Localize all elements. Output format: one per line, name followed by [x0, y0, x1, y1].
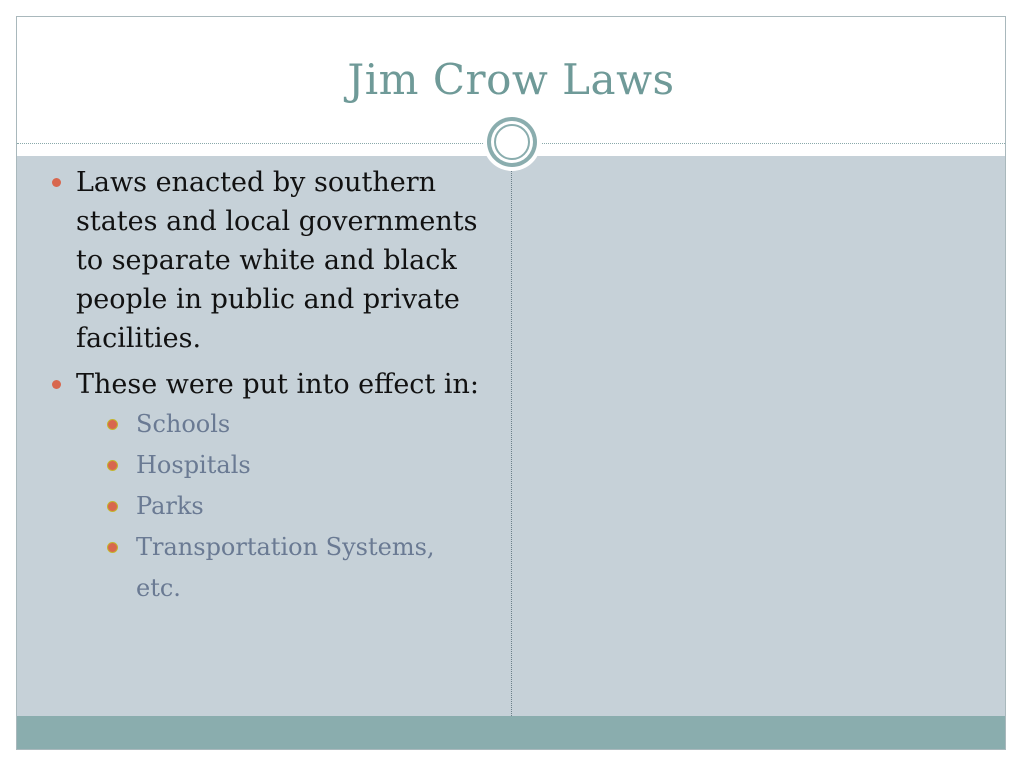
- sub-bullet-list: [76, 404, 487, 609]
- sub-bullet-item[interactable]: [76, 404, 487, 445]
- bullet-text: Laws enacted by southern states and local governments to separate white and black people in public and private facilities.: [76, 167, 478, 354]
- bullet-item[interactable]: [47, 163, 487, 358]
- bullet-dot-icon: [52, 380, 61, 389]
- bullet-text: These were put into effect in:: [76, 369, 479, 400]
- sub-bullet-text: Schools: [136, 410, 231, 438]
- sub-bullet-text: Transportation Systems, etc.: [136, 533, 435, 602]
- circle-ornament-icon: [483, 113, 541, 171]
- sub-bullet-item[interactable]: [76, 527, 487, 609]
- sub-bullet-text: Hospitals: [136, 451, 251, 479]
- slide-title[interactable]: Jim Crow Laws: [347, 55, 675, 104]
- column-divider: [511, 156, 512, 716]
- bullet-dot-icon: [52, 178, 61, 187]
- footer-bar: [17, 716, 1005, 750]
- bullet-item[interactable]: [47, 365, 487, 609]
- hollow-circle-bullet-icon: [107, 542, 118, 553]
- hollow-circle-bullet-icon: [107, 419, 118, 430]
- hollow-circle-bullet-icon: [107, 460, 118, 471]
- sub-bullet-text: Parks: [136, 492, 204, 520]
- slide: [16, 16, 1006, 750]
- sub-bullet-item[interactable]: [76, 445, 487, 486]
- sub-bullet-item[interactable]: [76, 486, 487, 527]
- bullet-list: [47, 163, 487, 616]
- hollow-circle-bullet-icon: [107, 501, 118, 512]
